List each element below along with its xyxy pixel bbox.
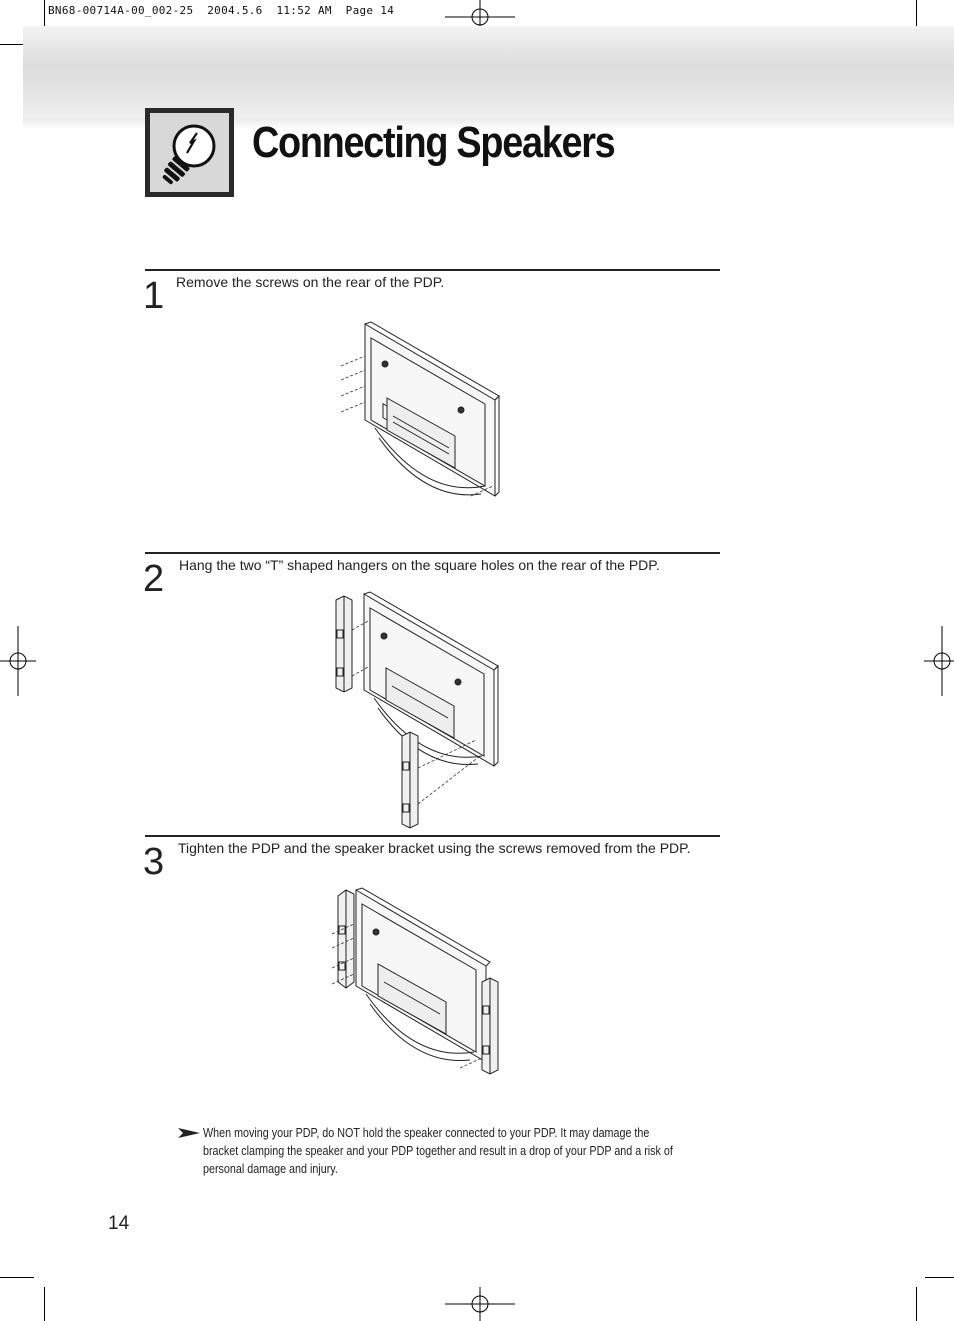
print-header: BN68-00714A-00_002-25 2004.5.6 11:52 AM Page 14	[48, 4, 395, 17]
step-divider	[145, 552, 720, 554]
step-divider	[145, 269, 720, 271]
speaker-tighten-illustration	[328, 882, 508, 1077]
title-icon-box	[145, 108, 234, 197]
page-title: Connecting Speakers	[252, 118, 615, 167]
step-number: 2	[143, 558, 165, 600]
crosshair-icon	[445, 1287, 515, 1321]
step-divider	[145, 835, 720, 837]
speaker-hanger-illustration	[330, 590, 510, 830]
note-text: When moving your PDP, do NOT hold the speaker connected to your PDP. It may damage the bracket clamping the speaker and your PDP together and result in a drop of your PDP and a risk of personal damage and injury.	[203, 1126, 673, 1176]
step-number: 3	[143, 841, 165, 883]
crosshair-icon	[924, 626, 954, 696]
lightbulb-icon	[150, 113, 229, 192]
crop-mark	[44, 1287, 45, 1321]
arrow-note-icon	[178, 1127, 200, 1139]
step-text: Tighten the PDP and the speaker bracket using the screws removed from the PDP.	[178, 840, 691, 856]
step-text: Remove the screws on the rear of the PDP.	[176, 274, 445, 290]
pdp-rear-illustration	[335, 318, 510, 503]
crosshair-icon	[0, 626, 36, 696]
crop-mark	[916, 1287, 917, 1321]
crop-mark	[0, 1277, 34, 1278]
page-number: 14	[108, 1213, 130, 1234]
crop-mark	[925, 1277, 954, 1278]
step-number: 1	[143, 275, 165, 317]
step-text: Hang the two “T” shaped hangers on the square holes on the rear of the PDP.	[179, 557, 660, 573]
